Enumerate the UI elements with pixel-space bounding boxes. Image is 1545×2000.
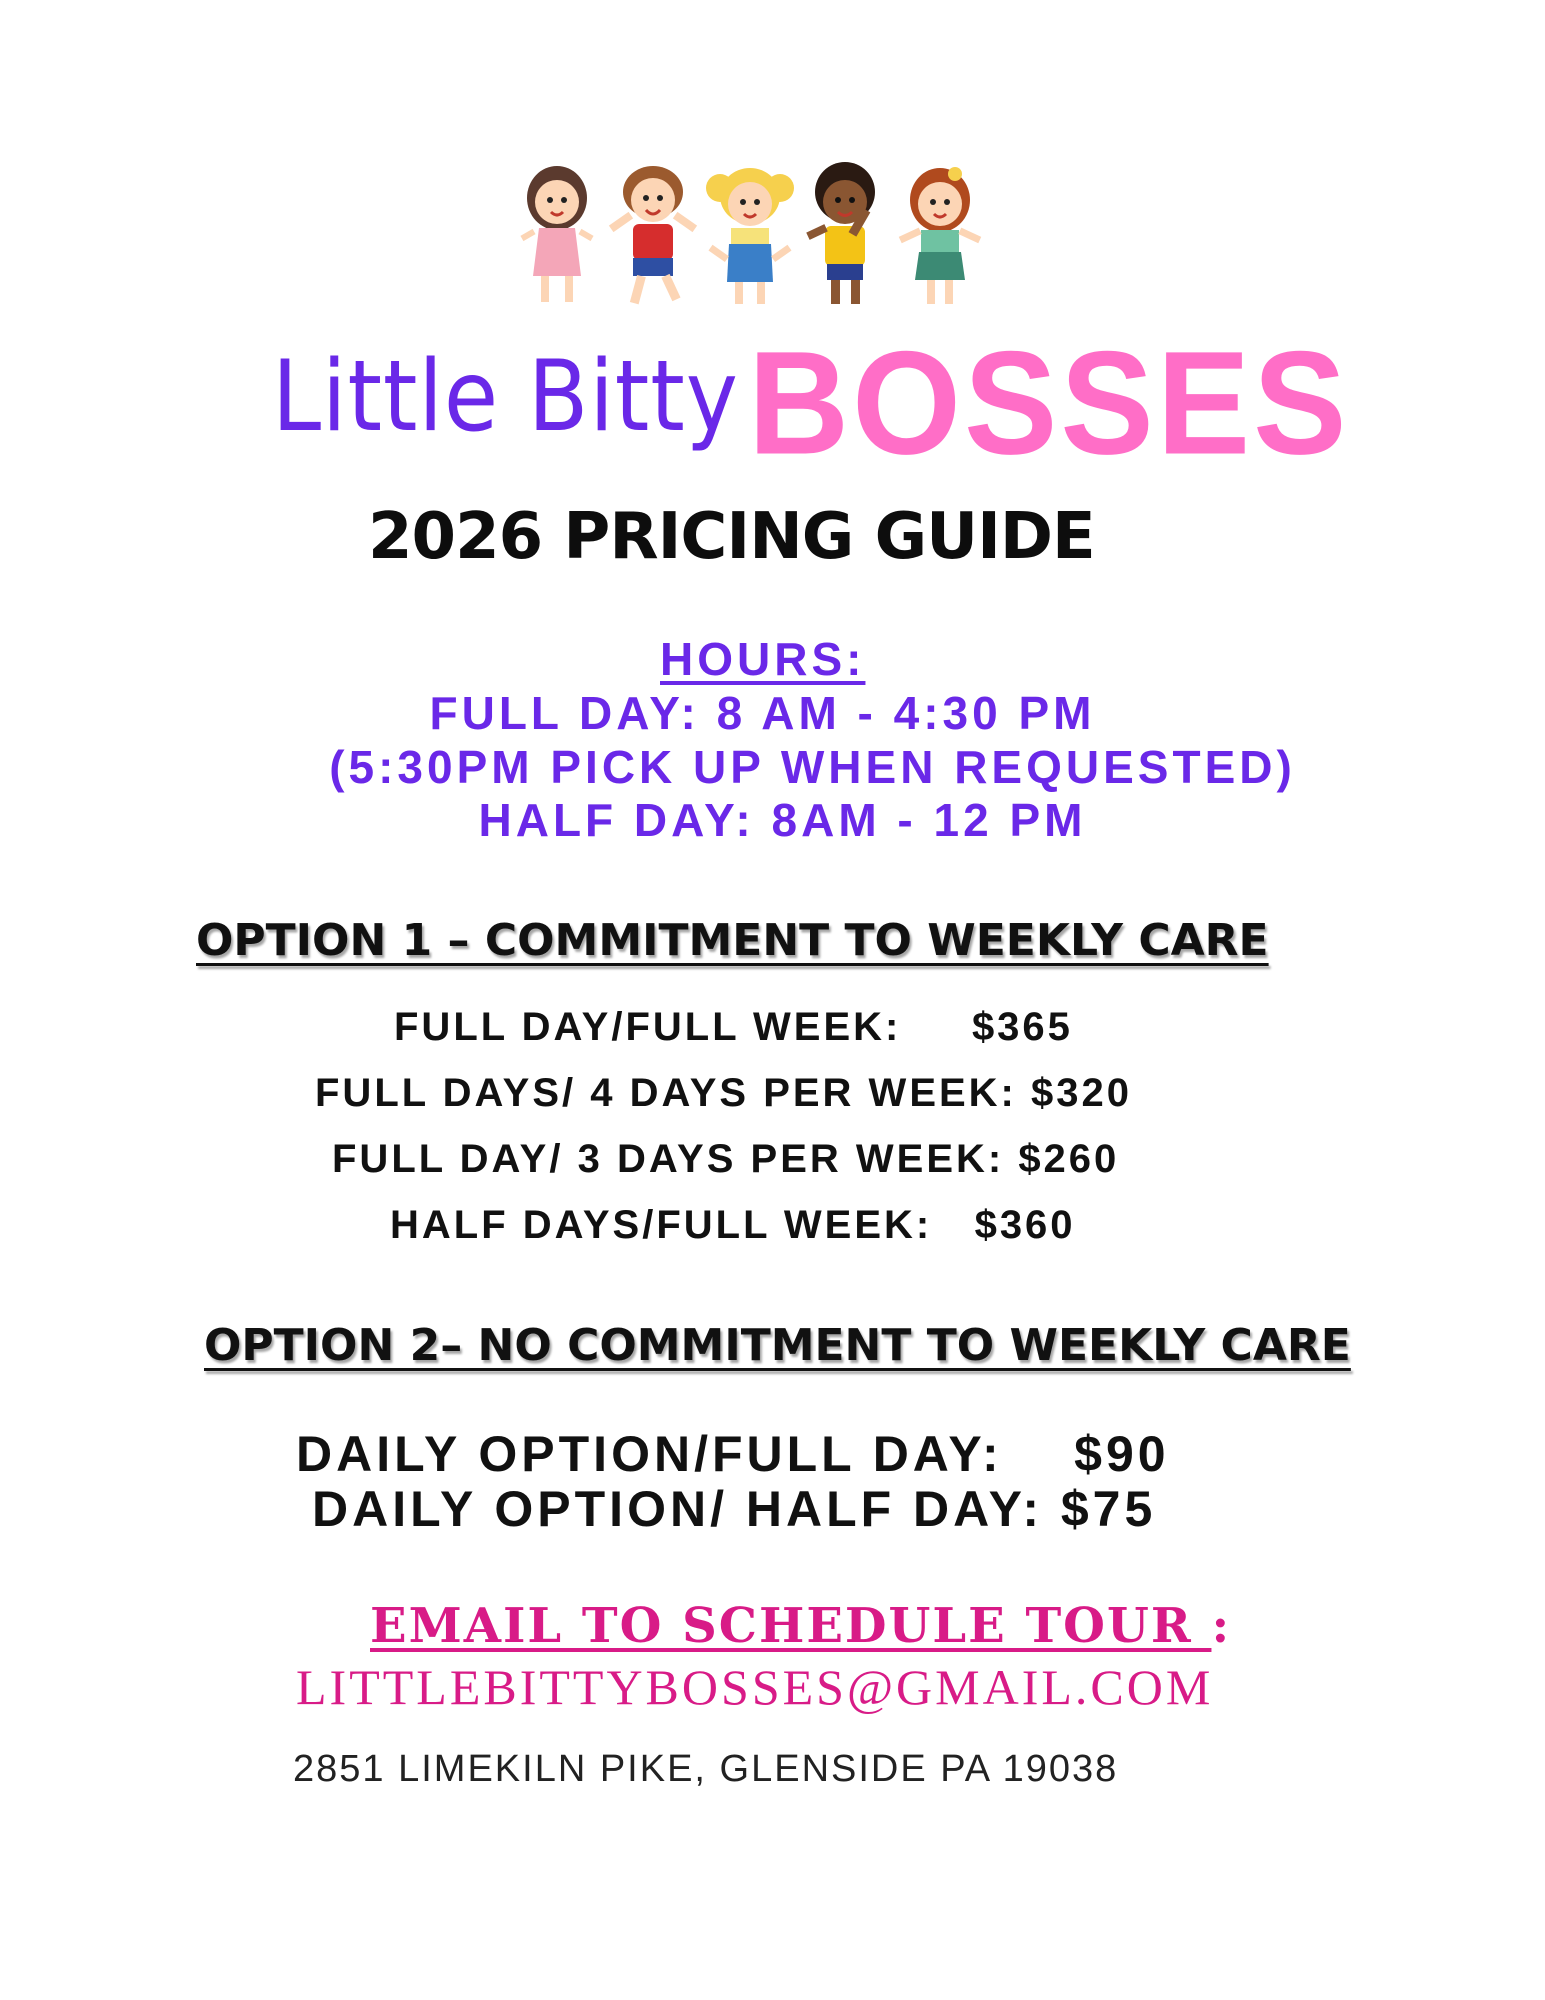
hours-full-day: FULL DAY: 8 AM - 4:30 PM xyxy=(429,687,1096,739)
price-line: FULL DAYS/ 4 DAYS PER WEEK: $320 xyxy=(315,1071,1132,1115)
price-line: FULL DAY/ 3 DAYS PER WEEK: $260 xyxy=(332,1137,1120,1181)
contact-email: LITTLEBITTYBOSSES@GMAIL.COM xyxy=(296,1659,1214,1715)
child-4-icon xyxy=(806,162,875,304)
child-3-icon xyxy=(706,168,794,304)
daily-price-line: DAILY OPTION/ HALF DAY: $75 xyxy=(312,1481,1157,1537)
page-title: 2026 PRICING GUIDE xyxy=(368,500,1095,574)
schedule-tour-colon: : xyxy=(1211,1598,1232,1654)
schedule-tour-label: EMAIL TO SCHEDULE TOUR xyxy=(370,1598,1212,1654)
option1-heading: OPTION 1 – COMMITMENT TO WEEKLY CARE xyxy=(196,915,1269,966)
price-line: FULL DAY/FULL WEEK: $365 xyxy=(394,1005,1073,1049)
hours-half-day: HALF DAY: 8AM - 12 PM xyxy=(478,794,1087,846)
schedule-tour-heading xyxy=(370,1598,1231,1654)
five-cartoon-children-icon xyxy=(515,158,995,318)
child-1-icon xyxy=(520,166,593,302)
child-5-icon xyxy=(899,167,981,304)
option2-heading: OPTION 2– NO COMMITMENT TO WEEKLY CARE xyxy=(204,1320,1351,1371)
price-line: HALF DAYS/FULL WEEK: $360 xyxy=(390,1203,1076,1247)
hours-pickup-note: (5:30PM PICK UP WHEN REQUESTED) xyxy=(329,741,1296,793)
address: 2851 LIMEKILN PIKE, GLENSIDE PA 19038 xyxy=(293,1748,1119,1790)
daily-price-line: DAILY OPTION/FULL DAY: $90 xyxy=(296,1426,1170,1482)
hours-heading: HOURS: xyxy=(660,633,866,685)
child-2-icon xyxy=(609,166,697,304)
brand-name-little-bitty: Little Bitty xyxy=(272,340,739,454)
brand-name-bosses: BOSSES xyxy=(748,320,1350,485)
